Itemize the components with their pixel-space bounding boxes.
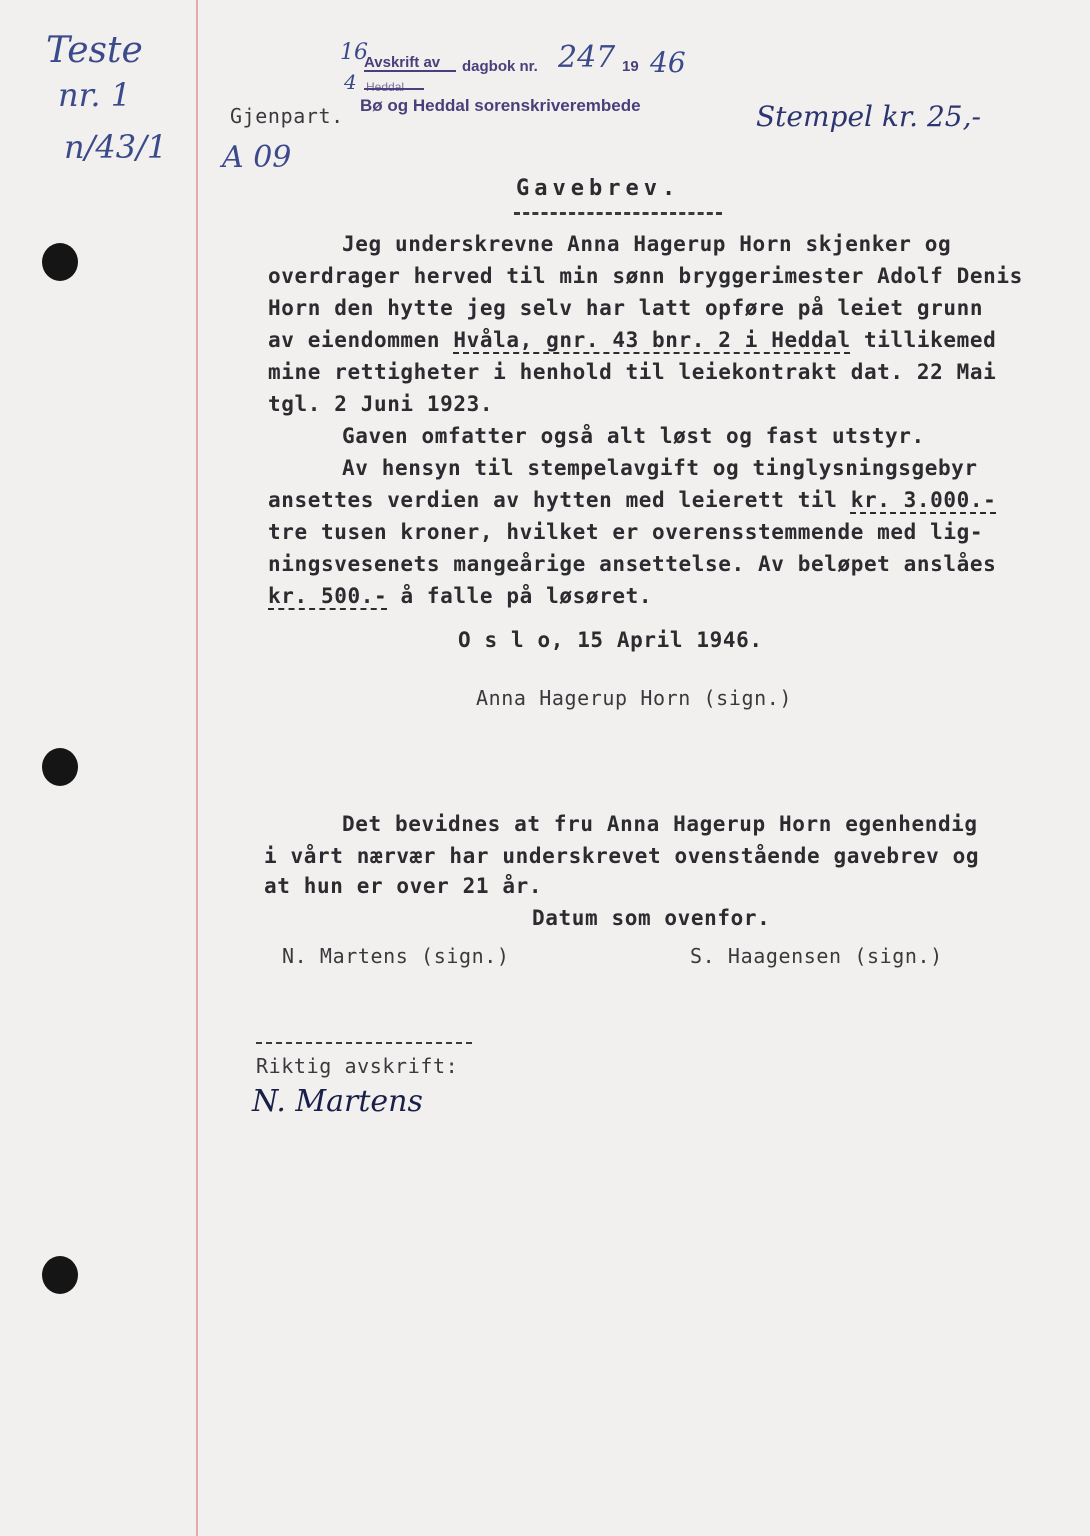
stempel-note: Stempel kr. 25,- <box>756 100 981 133</box>
value-amount: kr. 3.000.- <box>850 488 997 512</box>
body-line-2: overdrager herved til min sønn bryggerimester Adolf Denis <box>268 264 1023 288</box>
stamp-number: 247 <box>558 40 616 75</box>
body-line-10: tre tusen kroner, hvilket er overensstemmende med lig- <box>268 520 984 544</box>
signer-name: Anna Hagerup Horn (sign.) <box>476 686 793 710</box>
stamp-year: 46 <box>650 46 686 79</box>
stamp-crossed: Heddal <box>366 80 405 94</box>
certification-label: Riktig avskrift: <box>256 1054 459 1078</box>
margin-rule <box>196 0 198 1536</box>
witness-line-4: Datum som ovenfor. <box>532 906 771 930</box>
title-underline <box>514 212 722 215</box>
gjenpart-label: Gjenpart. <box>230 104 344 128</box>
body-line-8: Av hensyn til stempelavgift og tinglysningsgebyr <box>342 456 978 480</box>
body-line-4c: tillikemed <box>850 328 997 352</box>
margin-note-2: nr. 1 <box>58 76 132 114</box>
body-line-4a: av eiendommen <box>268 328 454 352</box>
body-line-7: Gaven omfatter også alt løst og fast utstyr. <box>342 424 925 448</box>
body-line-9 <box>268 488 996 512</box>
stamp-month: 4 <box>344 70 357 94</box>
punch-hole-middle <box>42 748 78 786</box>
chattel-amount: kr. 500.- <box>268 584 388 608</box>
witness-2: S. Haagensen (sign.) <box>690 944 943 968</box>
margin-note-3: n/43/1 <box>64 128 168 166</box>
witness-line-1: Det bevidnes at fru Anna Hagerup Horn egenhendig <box>342 812 978 836</box>
stamp-day: 16 <box>340 40 368 65</box>
stamp-office: Bø og Heddal sorenskriverembede <box>360 96 641 115</box>
stamp-year-prefix: 19 <box>622 58 639 75</box>
body-line-12b: å falle på løsøret. <box>387 584 653 608</box>
place-date: O s l o, 15 April 1946. <box>458 628 763 652</box>
margin-note-1: Teste <box>46 30 143 71</box>
body-line-9a: ansettes verdien av hytten med leierett til <box>268 488 851 512</box>
property-designation: Hvåla, gnr. 43 bnr. 2 i Heddal <box>453 328 851 352</box>
certification-rule <box>256 1042 472 1044</box>
body-line-4 <box>268 328 996 352</box>
stamp-strike-1 <box>364 70 456 72</box>
witness-1: N. Martens (sign.) <box>282 944 510 968</box>
document-title: Gavebrev. <box>516 176 681 201</box>
stamp-strike-2 <box>364 88 424 90</box>
folio-note: A 09 <box>222 140 292 175</box>
stamp-dagbok: dagbok nr. <box>462 58 538 75</box>
body-line-11: ningsvesenets mangeårige ansettelse. Av beløpet anslåes <box>268 552 997 576</box>
punch-hole-top <box>42 243 78 281</box>
punch-hole-bottom <box>42 1256 78 1294</box>
body-line-12 <box>268 584 652 608</box>
body-line-6: tgl. 2 Juni 1923. <box>268 392 494 416</box>
stamp-avskrift: Avskrift av <box>364 54 441 71</box>
body-line-5: mine rettigheter i henhold til leiekontrakt dat. 22 Mai <box>268 360 997 384</box>
witness-line-3: at hun er over 21 år. <box>264 874 543 898</box>
body-line-3: Horn den hytte jeg selv har latt opføre på leiet grunn <box>268 296 984 320</box>
handwritten-signature: N. Martens <box>252 1084 423 1119</box>
body-line-1: Jeg underskrevne Anna Hagerup Horn skjenker og <box>342 232 952 256</box>
witness-line-2: i vårt nærvær har underskrevet ovenstående gavebrev og <box>264 844 980 868</box>
